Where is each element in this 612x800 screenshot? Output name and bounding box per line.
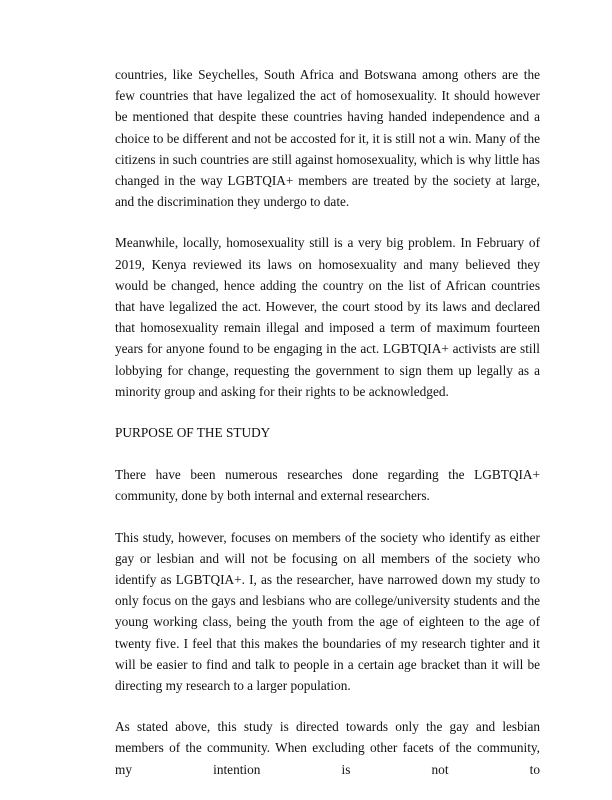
paragraph-study-direction: As stated above, this study is directed towards only the gay and lesbian members of the community. When excluding other facets of the community, my intention is not to	[115, 719, 540, 777]
paragraph-legalization-countries: countries, like Seychelles, South Africa and Botswana among others are the few countries that have legalized the act of homosexuality. It should however be mentioned that despite these countries having handed independence and a choice to be different and not be accosted for it, it is still not a win. Many of the citizens in such countries are still against homosexuality, which is why little has changed in the way LGBTQIA+ members are treated by the society at large, and the discrimination they undergo to date.	[115, 67, 540, 210]
paragraph-kenya-local-context: Meanwhile, locally, homosexuality still is a very big problem. In February of 2019, Kenya reviewed its laws on homosexuality and many believed they would be changed, hence adding the country on the list of African countries that have legalized the act. However, the court stood by its laws and declared that homosexuality remain illegal and imposed a term of maximum fourteen years for anyone found to be engaging in the act. LGBTQIA+ activists are still lobbying for change, requesting the government to sign them up legally as a minority group and asking for their rights to be acknowledged.	[115, 235, 540, 399]
paragraph-study-focus: This study, however, focuses on members of the society who identify as either gay or lesbian and will not be focusing on all members of the society who identify as LGBTQIA+. I, as the researcher, have narrowed down my study to only focus on the gays and lesbians who are college/university students and the young working class, being the youth from the age of eighteen to the age of twenty five. I feel that this makes the boundaries of my research tighter and it will be easier to find and talk to people in a certain age bracket than it will be directing my research to a larger population.	[115, 529, 540, 694]
page-body	[115, 64, 540, 800]
section-heading-purpose: PURPOSE OF THE STUDY	[115, 425, 271, 441]
paragraph-prior-research: There have been numerous researches done regarding the LGBTQIA+ community, done by both internal and external researchers.	[115, 467, 540, 504]
